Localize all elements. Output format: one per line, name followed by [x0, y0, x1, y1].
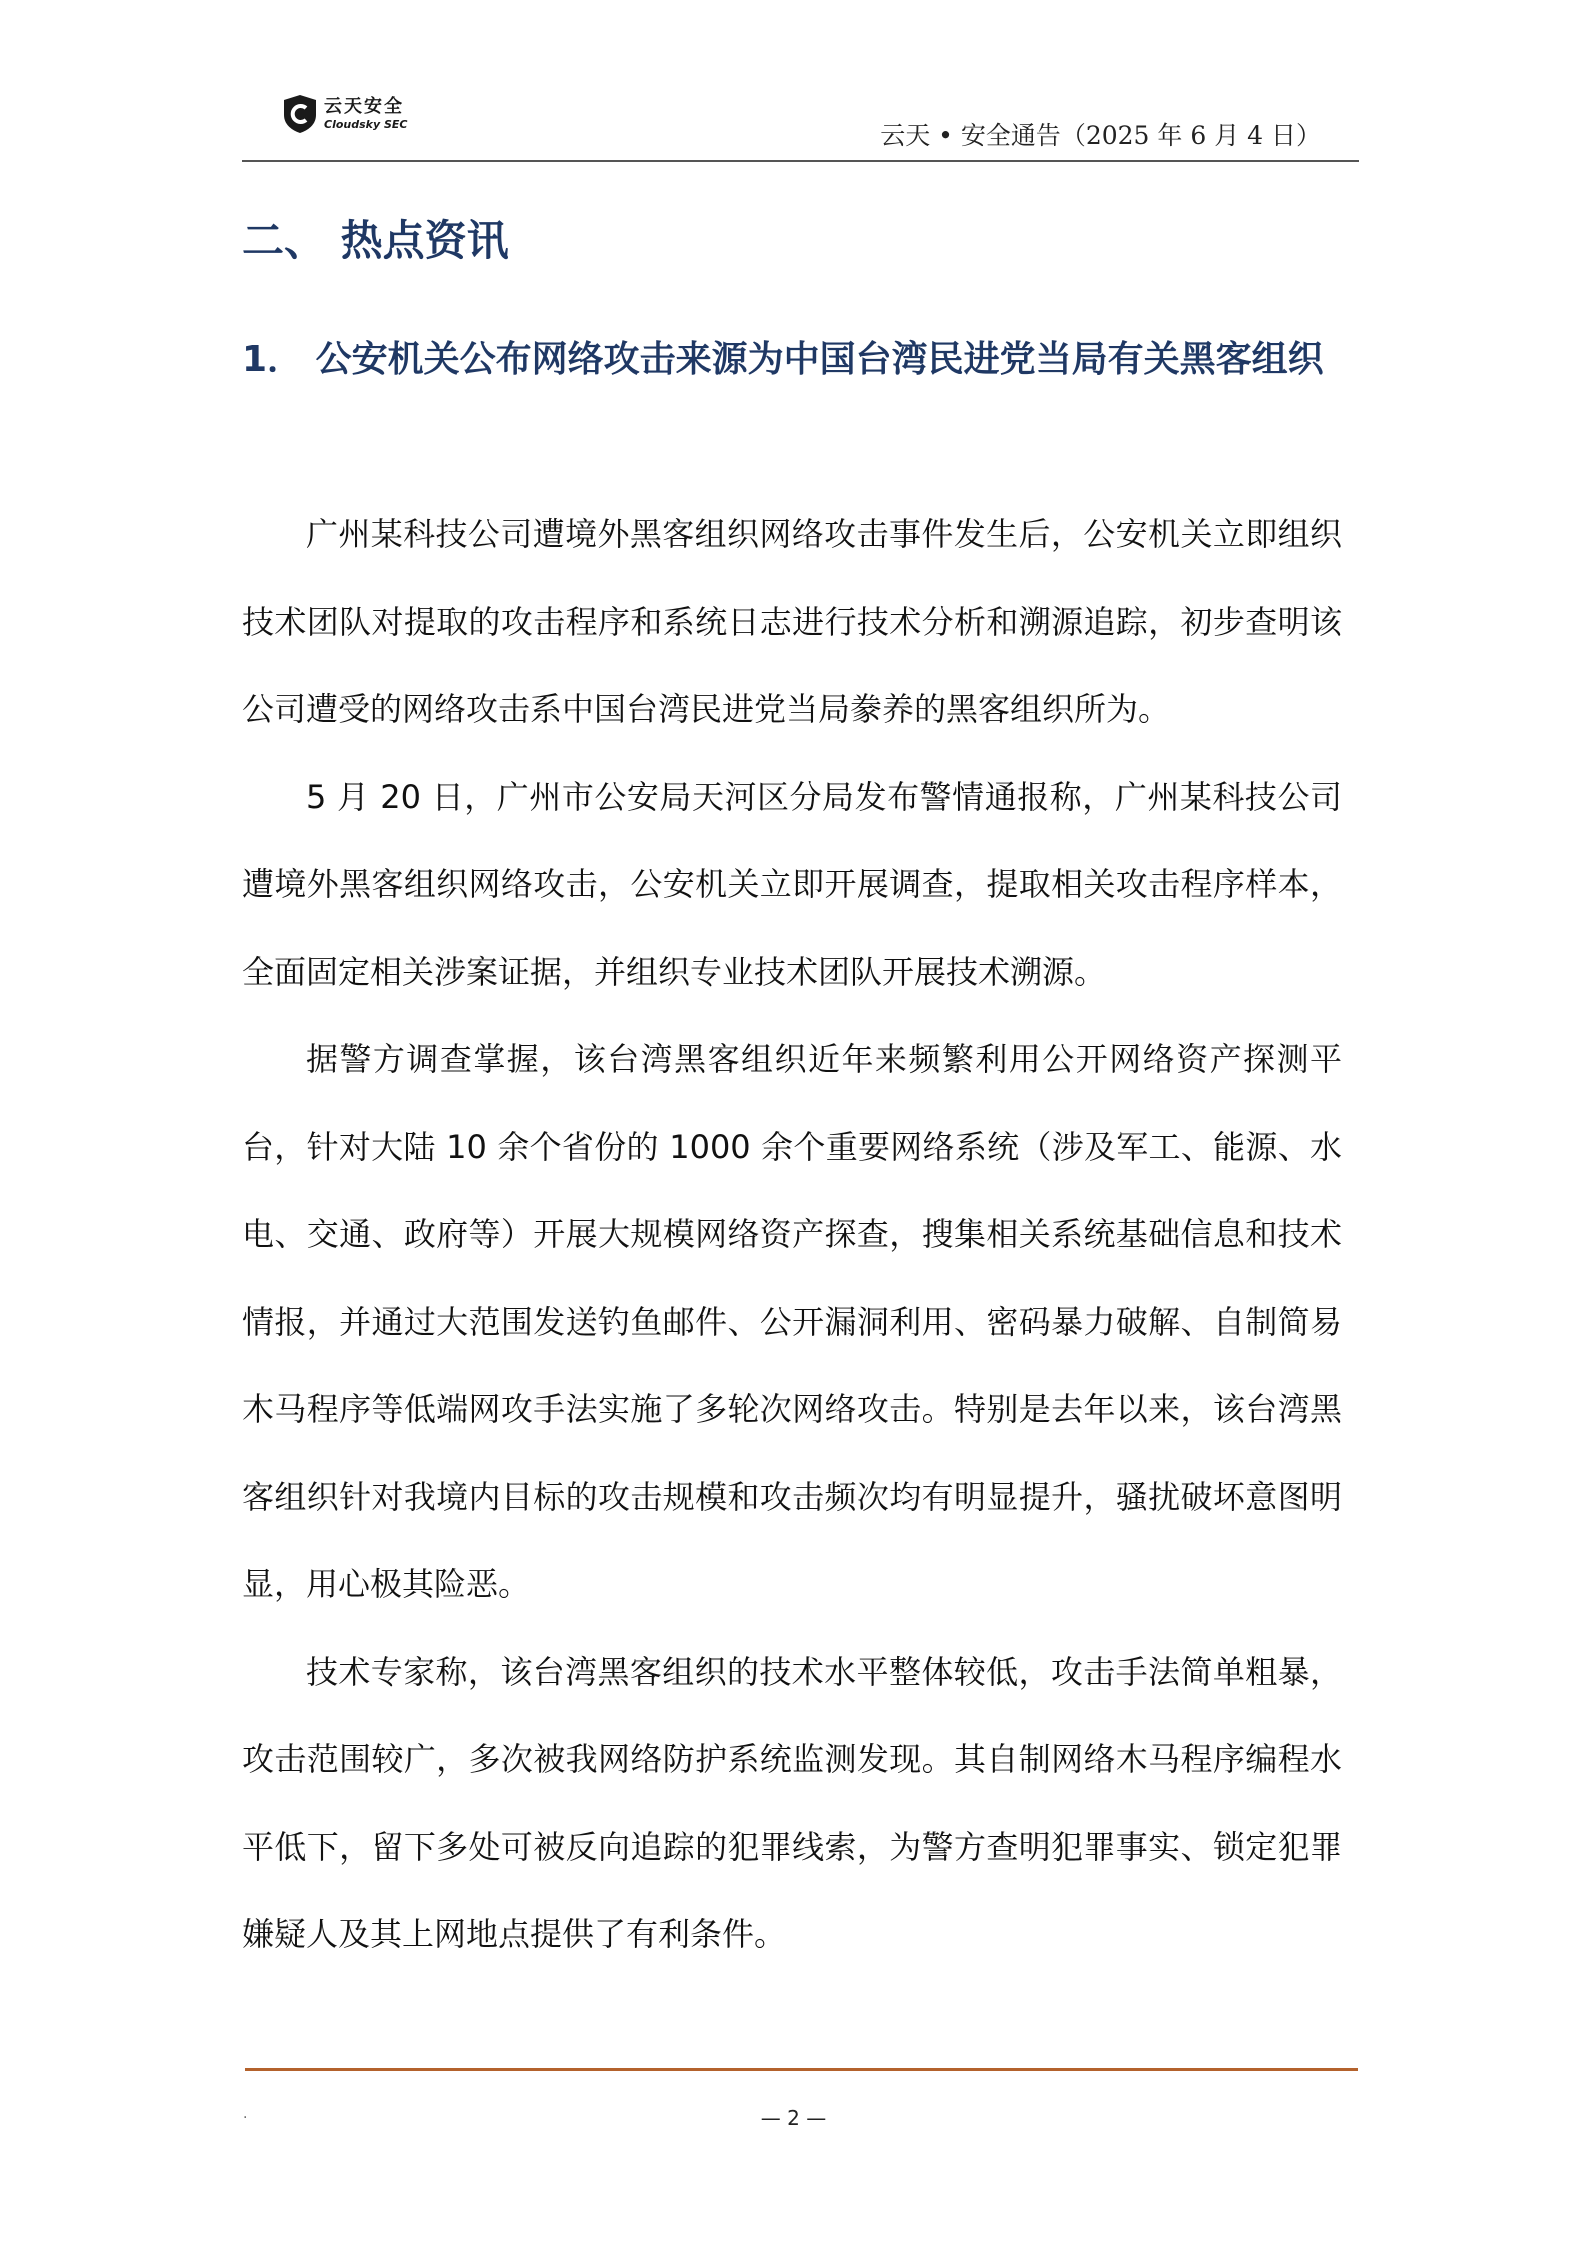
footer-divider: [245, 2068, 1358, 2071]
footer-dot: .: [243, 2106, 248, 2122]
page-header: [242, 88, 1359, 162]
paragraph: 5 月 20 日，广州市公安局天河区分局发布警情通报称，广州某科技公司遭境外黑客组织网络攻击，公安机关立即开展调查，提取相关攻击程序样本，全面固定相关涉案证据，并组织专业技术团队开展技术溯源。: [242, 777, 1342, 991]
company-logo: [282, 94, 407, 134]
shield-logo-icon: [282, 94, 318, 134]
paragraph: 广州某科技公司遭境外黑客组织网络攻击事件发生后，公安机关立即组织技术团队对提取的攻击程序和系统日志进行技术分析和溯源追踪，初步查明该公司遭受的网络攻击系中国台湾民进党当局豢养的黑客组织所为。: [242, 515, 1342, 728]
page-number: — 2 —: [760, 2106, 827, 2130]
section-heading: 二、 热点资讯: [242, 216, 509, 265]
logo-chinese-name: 云天安全: [324, 96, 404, 117]
article-body: [242, 491, 1342, 1979]
paragraph: 据警方调查掌握，该台湾黑客组织近年来频繁利用公开网络资产探测平台，针对大陆 10 余个省份的 1000 余个重要网络系统（涉及军工、能源、水电、交通、政府等）开展大规模网络资产探查，搜集相关系统基础信息和技术情报，并通过大范围发送钓鱼邮件、公开漏洞利用、密码暴力破解、自制简易木马程序等低端网攻手法实施了多轮次网络攻击。特别是去年以来，该台湾黑客组织针对我境内目标的攻击规模和攻击频次均有明显提升，骚扰破坏意图明显，用心极其险恶。: [242, 1040, 1342, 1603]
subsection-heading: 1． 公安机关公布网络攻击来源为中国台湾民进党当局有关黑客组织: [242, 339, 1324, 380]
paragraph: 技术专家称，该台湾黑客组织的技术水平整体较低，攻击手法简单粗暴，攻击范围较广，多次被我网络防护系统监测发现。其自制网络木马程序编程水平低下，留下多处可被反向追踪的犯罪线索，为警方查明犯罪事实、锁定犯罪嫌疑人及其上网地点提供了有利条件。: [242, 1652, 1342, 1953]
logo-english-name: Cloudsky SEC: [324, 118, 408, 131]
bulletin-title: 云天 • 安全通告（2025 年 6 月 4 日）: [880, 121, 1321, 150]
